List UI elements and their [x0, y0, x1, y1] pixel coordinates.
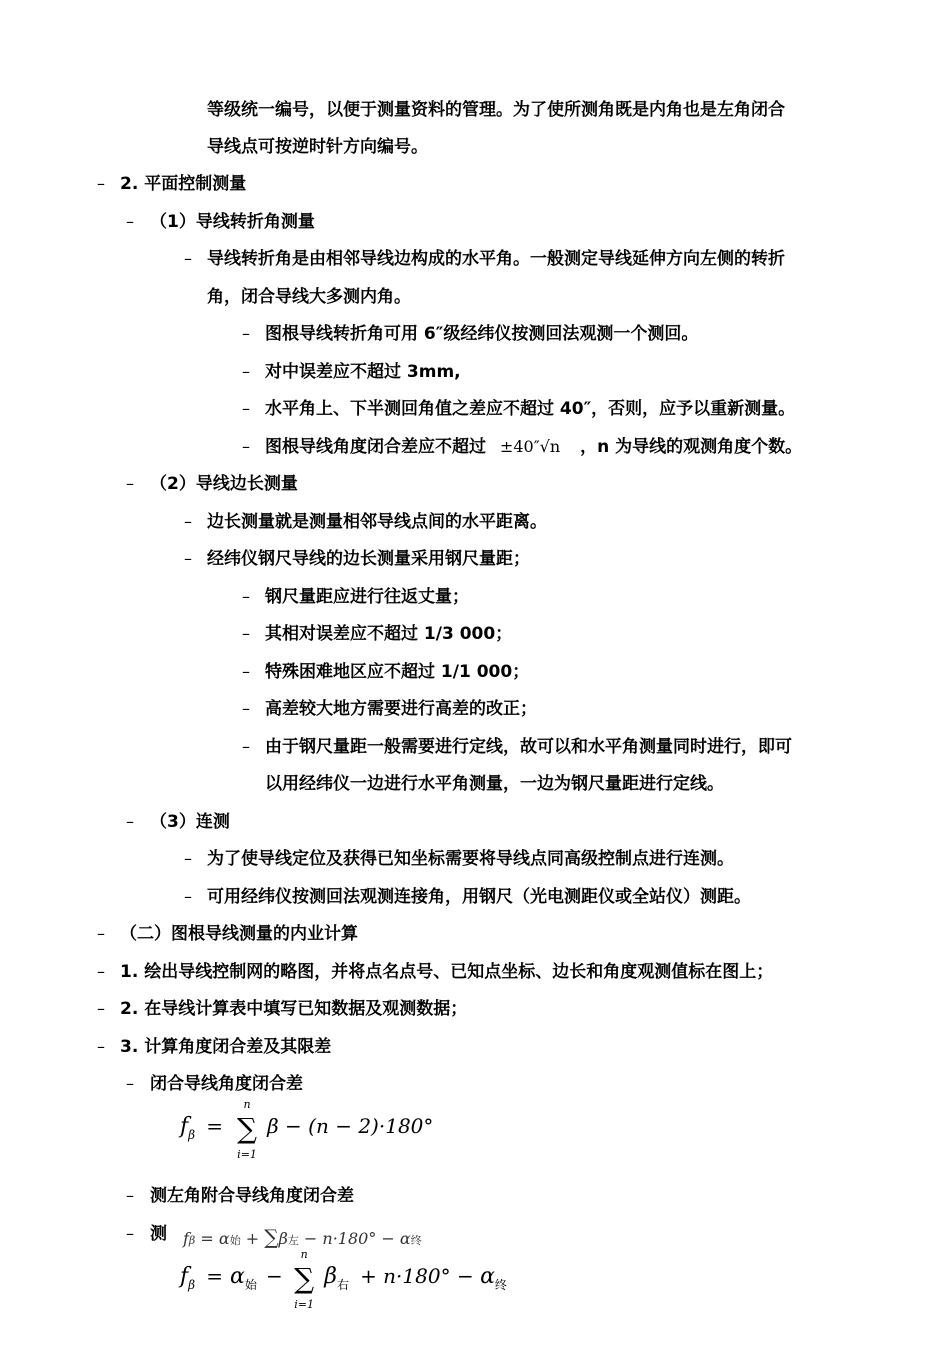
bullet-dash: –: [126, 812, 134, 831]
subsection-heading: （2）导线边长测量: [150, 474, 298, 494]
bullet-dash: –: [242, 662, 250, 681]
formula-symbol: f: [180, 1264, 189, 1289]
text-line: 对中误差应不超过 3mm,: [265, 362, 461, 382]
formula-tail: − n·180° −: [303, 1229, 400, 1248]
formula-tail: + n·180° −: [360, 1264, 481, 1288]
formula-symbol: α: [480, 1264, 495, 1289]
text-line: 特殊困难地区应不超过 1/1 000；: [265, 662, 530, 682]
text-line: 钢尺量距应进行往返丈量；: [265, 587, 469, 607]
section-heading: 2. 平面控制测量: [120, 174, 247, 194]
formula-subscript: β: [188, 1234, 196, 1247]
text-line: 导线点可按逆时针方向编号。: [207, 137, 428, 157]
text-line: 为了使导线定位及获得已知坐标需要将导线点同高级控制点进行连测。: [207, 849, 734, 869]
bullet-dash: –: [126, 1224, 134, 1243]
section-heading: （二）图根导线测量的内业计算: [120, 924, 358, 944]
sum-upper: n: [243, 1098, 251, 1111]
formula-symbol: α: [218, 1229, 230, 1248]
formula-subscript: 终: [410, 1234, 422, 1247]
formula-left-angle: [183, 1225, 422, 1249]
bullet-dash: –: [242, 399, 250, 418]
text-line: 以用经纬仪一边进行水平角测量，一边为钢尺量距进行定线。: [265, 774, 724, 794]
bullet-dash: –: [126, 212, 134, 231]
bullet-dash: –: [97, 999, 105, 1018]
bullet-dash: –: [242, 324, 250, 343]
formula-tail: β − (n − 2)·180°: [267, 1114, 434, 1138]
text-line: 高差较大地方需要进行高差的改正；: [265, 699, 537, 719]
formula-closed-traverse: [180, 1098, 434, 1161]
text-line: 导线转折角是由相邻导线边构成的水平角。一般测定导线延伸方向左侧的转折: [207, 249, 785, 269]
bullet-dash: –: [97, 962, 105, 981]
formula-subscript: β: [188, 1128, 196, 1142]
text-segment: ，n 为导线的观测角度个数。: [580, 437, 803, 457]
bullet-dash: –: [126, 474, 134, 493]
tolerance-formula: ±40″√n: [499, 437, 561, 456]
text-line: 水平角上、下半测回角值之差应不超过 40″，否则，应予以重新测量。: [265, 399, 796, 419]
bullet-dash: –: [97, 1037, 105, 1056]
formula-symbol: α: [399, 1229, 411, 1248]
sum-operator: [289, 1248, 319, 1311]
sum-operator: [232, 1098, 262, 1161]
formula-symbol: f: [183, 1229, 189, 1248]
text-line: 1. 绘出导线控制网的略图，并将点名点号、已知点坐标、边长和角度观测值标在图上；: [120, 962, 774, 982]
text-line: 2. 在导线计算表中填写已知数据及观测数据；: [120, 999, 468, 1019]
text-line: 可用经纬仪按测回法观测连接角，用钢尺（光电测距仪或全站仪）测距。: [207, 887, 751, 907]
text-line: 测左角附合导线角度闭合差: [150, 1186, 354, 1206]
formula-symbol: =: [206, 1114, 223, 1138]
formula-subscript: 终: [494, 1278, 507, 1292]
formula-symbol: α: [230, 1264, 245, 1289]
bullet-dash: –: [242, 587, 250, 606]
sum-upper: n: [300, 1248, 308, 1261]
text-line: 3. 计算角度闭合差及其限差: [120, 1037, 332, 1057]
formula-right-angle: [180, 1248, 507, 1311]
bullet-dash: –: [242, 362, 250, 381]
bullet-dash: –: [184, 249, 192, 268]
bullet-dash: –: [97, 174, 105, 193]
bullet-dash: –: [184, 512, 192, 531]
sum-lower: i=1: [237, 1148, 257, 1161]
bullet-dash: –: [126, 1186, 134, 1205]
formula-subscript: β: [188, 1278, 196, 1292]
sum-lower: i=1: [294, 1298, 314, 1311]
formula-symbol: =: [200, 1229, 214, 1248]
formula-subscript: 始: [229, 1234, 241, 1247]
text-line: 测: [150, 1224, 167, 1244]
formula-symbol: +: [245, 1229, 265, 1248]
bullet-dash: –: [242, 624, 250, 643]
sum-symbol: ∑: [237, 1112, 258, 1145]
text-line: [265, 436, 802, 458]
bullet-dash: –: [97, 924, 105, 943]
formula-symbol: f: [180, 1114, 189, 1139]
bullet-dash: –: [242, 699, 250, 718]
text-line: 角，闭合导线大多测内角。: [207, 287, 411, 307]
bullet-dash: –: [126, 1074, 134, 1093]
bullet-dash: –: [242, 737, 250, 756]
formula-subscript: 右: [336, 1278, 349, 1292]
bullet-dash: –: [184, 849, 192, 868]
formula-symbol: β: [278, 1229, 288, 1248]
text-line: 等级统一编号，以便于测量资料的管理。为了使所测角既是内角也是左角闭合: [207, 100, 785, 120]
formula-symbol: =: [206, 1264, 223, 1288]
text-line: 闭合导线角度闭合差: [150, 1074, 303, 1094]
formula-subscript: 左: [287, 1234, 299, 1247]
formula-symbol: −: [266, 1264, 290, 1288]
subsection-heading: （3）连测: [150, 812, 230, 832]
text-segment: 图根导线角度闭合差应不超过: [265, 437, 486, 457]
text-line: 边长测量就是测量相邻导线点间的水平距离。: [207, 512, 547, 532]
bullet-dash: –: [184, 887, 192, 906]
bullet-dash: –: [184, 549, 192, 568]
formula-subscript: 始: [244, 1278, 257, 1292]
text-line: 经纬仪钢尺导线的边长测量采用钢尺量距；: [207, 549, 530, 569]
text-line: 图根导线转折角可用 6″级经纬仪按测回法观测一个测回。: [265, 324, 699, 344]
text-line: 由于钢尺量距一般需要进行定线，故可以和水平角测量同时进行，即可: [265, 737, 792, 757]
text-line: 其相对误差应不超过 1/3 000；: [265, 624, 513, 644]
subsection-heading: （1）导线转折角测量: [150, 212, 315, 232]
sum-symbol: ∑: [294, 1262, 315, 1295]
sum-symbol: ∑: [264, 1225, 279, 1249]
formula-symbol: β: [324, 1264, 337, 1289]
bullet-dash: –: [242, 437, 250, 456]
